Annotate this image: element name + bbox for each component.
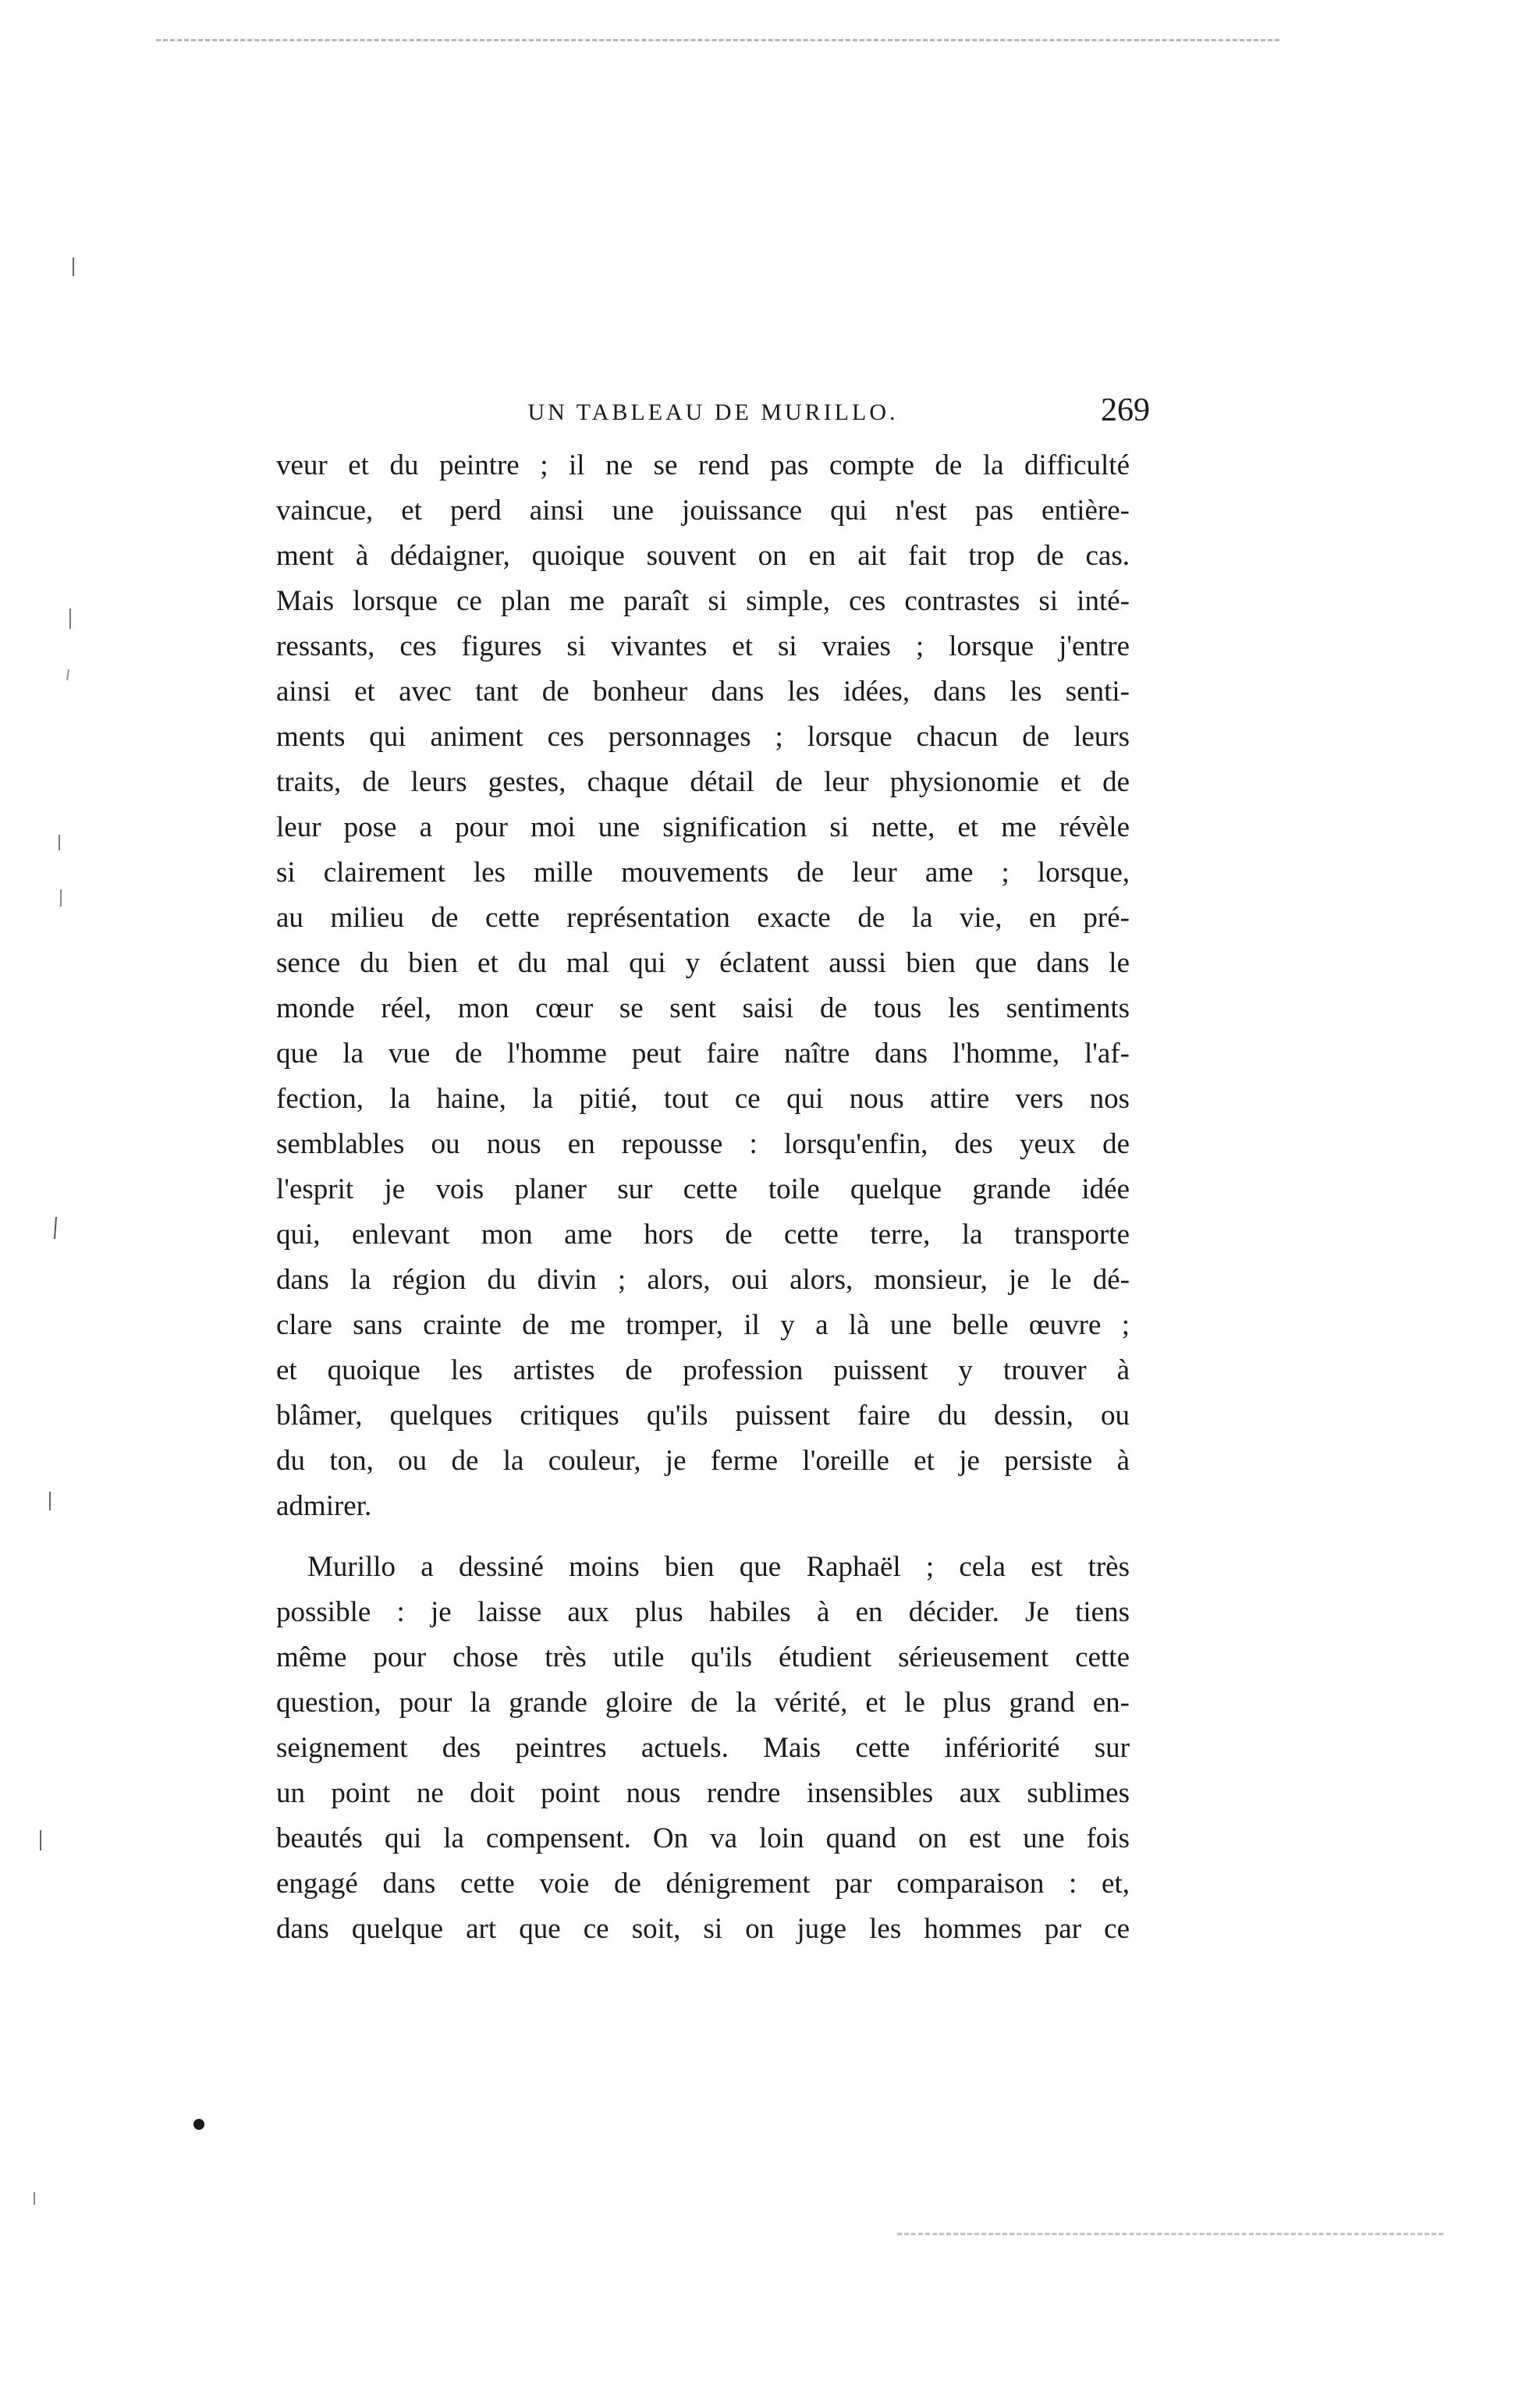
running-title: UN TABLEAU DE MURILLO. <box>527 399 899 425</box>
text-line: ressants, ces figures si vivantes et si vraies ; lorsque j'entre <box>276 630 1130 662</box>
body-text <box>276 443 1130 1952</box>
text-line: ment à dédaigner, quoique souvent on en ait fait trop de cas. <box>276 540 1130 572</box>
text-line: clare sans crainte de me tromper, il y a là une belle œuvre ; <box>276 1309 1130 1341</box>
margin-scan-marks <box>0 0 94 2381</box>
text-line: fection, la haine, la pitié, tout ce qui nous attire vers nos <box>276 1083 1130 1115</box>
text-line: seignement des peintres actuels. Mais cette infériorité sur <box>276 1732 1130 1764</box>
text-line: blâmer, quelques critiques qu'ils puissent faire du dessin, ou <box>276 1400 1130 1432</box>
text-line: l'esprit je vois planer sur cette toile quelque grande idée <box>276 1173 1130 1205</box>
text-line: dans quelque art que ce soit, si on juge les hommes par ce <box>276 1913 1130 1945</box>
text-line: un point ne doit point nous rendre insensibles aux sublimes <box>276 1777 1130 1809</box>
ink-dot <box>193 2119 204 2130</box>
scan-edge-top <box>156 39 1279 41</box>
text-line: semblables ou nous en repousse : lorsqu'enfin, des yeux de <box>276 1128 1130 1160</box>
text-line: ments qui animent ces personnages ; lorsque chacun de leurs <box>276 721 1130 753</box>
text-line: veur et du peintre ; il ne se rend pas compte de la difficulté <box>276 449 1130 481</box>
paragraph-gap <box>276 1529 1130 1545</box>
margin-mark <box>55 1217 56 1239</box>
text-line: même pour chose très utile qu'ils étudient sérieusement cette <box>276 1641 1130 1673</box>
text-line: si clairement les mille mouvements de leur ame ; lorsque, <box>276 857 1130 889</box>
text-line: que la vue de l'homme peut faire naître dans l'homme, l'af- <box>276 1038 1130 1070</box>
paragraph-1 <box>276 443 1130 1529</box>
paragraph-2 <box>276 1545 1130 1952</box>
text-line: au milieu de cette représentation exacte de la vie, en pré- <box>276 902 1130 934</box>
text-line: qui, enlevant mon ame hors de cette terre, la transporte <box>276 1219 1130 1251</box>
text-line: sence du bien et du mal qui y éclatent aussi bien que dans le <box>276 947 1130 979</box>
text-line: vaincue, et perd ainsi une jouissance qui n'est pas entière- <box>276 495 1130 527</box>
text-line: et quoique les artistes de profession puissent y trouver à <box>276 1354 1130 1386</box>
text-line: dans la région du divin ; alors, oui alors, monsieur, je le dé- <box>276 1264 1130 1296</box>
text-line: traits, de leurs gestes, chaque détail de leur physionomie et de <box>276 766 1130 798</box>
running-header <box>276 392 1150 438</box>
text-line: ainsi et avec tant de bonheur dans les idées, dans les senti- <box>276 676 1130 708</box>
text-line: du ton, ou de la couleur, je ferme l'oreille et je persiste à <box>276 1445 1130 1477</box>
text-line: admirer. <box>276 1490 372 1522</box>
scan-edge-bottom <box>897 2233 1443 2235</box>
page-number: 269 <box>1101 392 1150 428</box>
text-line: question, pour la grande gloire de la vérité, et le plus grand en- <box>276 1687 1130 1719</box>
text-line: Mais lorsque ce plan me paraît si simple, ces contrastes si inté- <box>276 585 1130 617</box>
text-line: monde réel, mon cœur se sent saisi de tous les sentiments <box>276 992 1130 1024</box>
text-line: possible : je laisse aux plus habiles à en décider. Je tiens <box>276 1596 1130 1628</box>
text-line: engagé dans cette voie de dénigrement par comparaison : et, <box>276 1868 1130 1900</box>
text-line: beautés qui la compensent. On va loin quand on est une fois <box>276 1822 1130 1854</box>
text-line: leur pose a pour moi une signification si nette, et me révèle <box>276 811 1130 843</box>
margin-mark <box>67 669 69 680</box>
text-line: Murillo a dessiné moins bien que Raphaël ; cela est très <box>307 1551 1130 1583</box>
